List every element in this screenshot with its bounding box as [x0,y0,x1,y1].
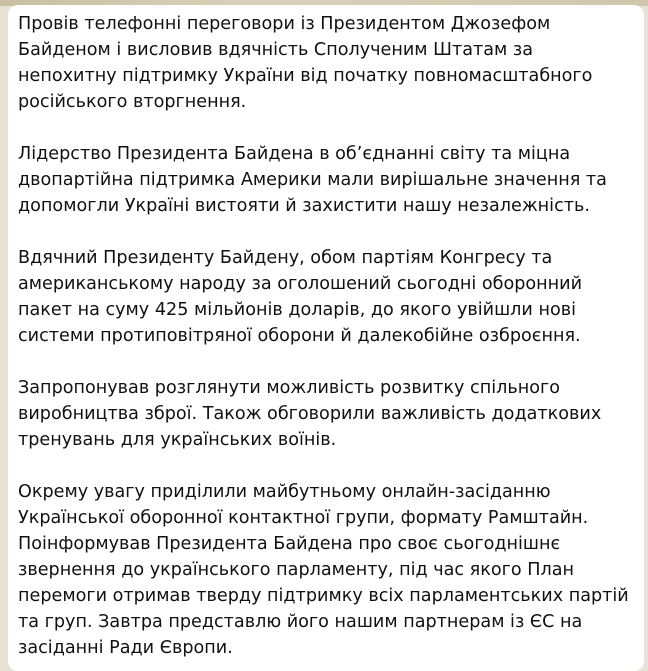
message-paragraph-1: Провів телефонні переговори із Президентом Джозефом Байденом і висловив вдячність Сполученим Штатам за непохитну підтримку України від початку повномасштабного російського вторгнення. [18,14,593,112]
message-bubble [8,5,644,671]
message-paragraph-5: Окрему увагу приділили майбутньому онлайн-засіданню Української оборонної контактної групи, формату Рамштайн. Поінформував Президента Байдена про своє сьогоднішнє звернення до українського парламенту, під час якого План перемоги отримав тверду підтримку всіх парламентських партій та груп. Завтра представлю його нашим партнерам із ЄС на засіданні Ради Європи. [18,482,629,658]
message-text [18,11,632,661]
message-paragraph-4: Запропонував розглянути можливість розвитку спільного виробництва зброї. Також обговорили важливість додаткових тренувань для українських воїнів. [18,378,602,450]
message-paragraph-3: Вдячний Президенту Байдену, обом партіям Конгресу та американському народу за оголошений сьогодні оборонний пакет на суму 425 мільйонів доларів, до якого увійшли нові системи протиповітряної оборони й далекобійне озброєння. [18,248,583,346]
message-paragraph-2: Лідерство Президента Байдена в об’єднанні світу та міцна двопартійна підтримка Америки мали вирішальне значення та допомогли Україні вистояти й захистити нашу незалежність. [18,144,607,216]
